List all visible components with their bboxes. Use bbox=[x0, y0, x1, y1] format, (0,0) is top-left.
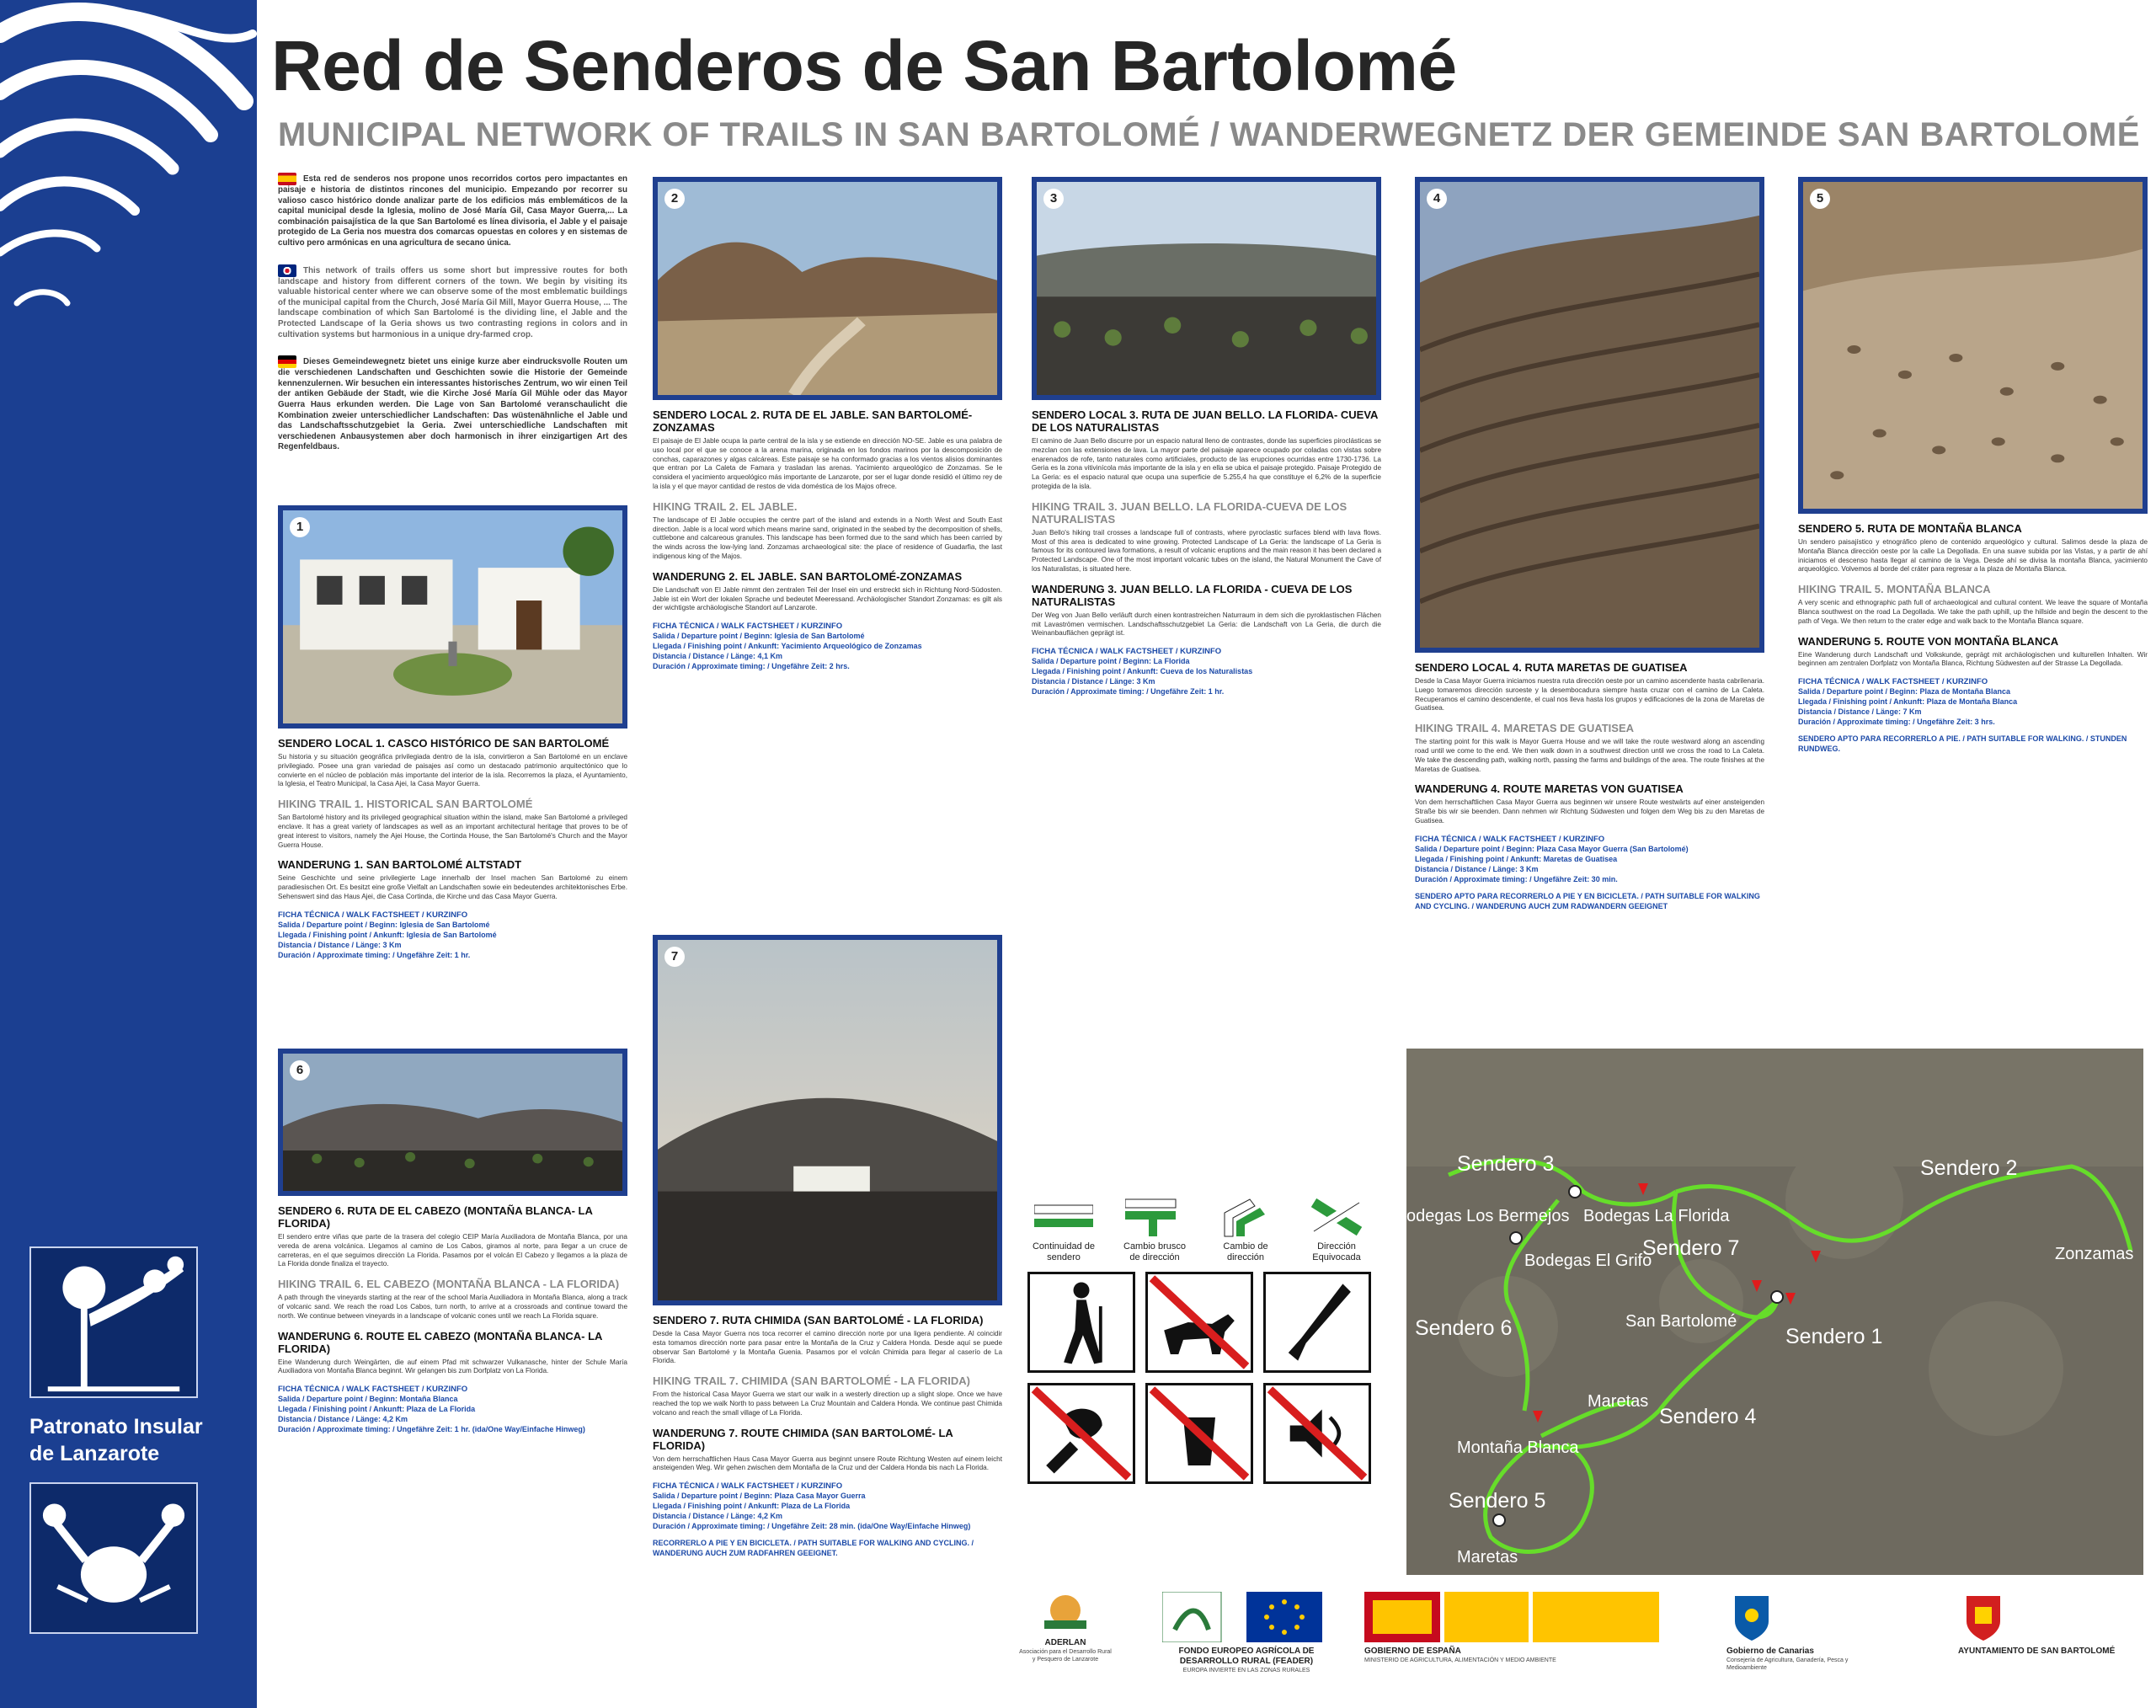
hiker-icon bbox=[1027, 1272, 1135, 1373]
route-4-title-es: SENDERO LOCAL 4. RUTA MARETAS DE GUATISEA bbox=[1415, 661, 1688, 674]
route-7-block: 7 SENDERO 7. RUTA CHIMIDA (SAN BARTOLOMÉ - LA FLORIDA) Desde la Casa Mayor Guerra nos toca recorrer el camino dirección norte por una ligera pendiente. Al coincidir esta tomamos dirección norte para pasar entre la Montaña de la Cruz y Caldera Honda. Desde aquí se puede observar San Bartolomé y la Montaña Guenia. Pasamos por el volcán Chimida para llegar al caserío de La Florida. HIKING TRAIL 7. CHIMIDA (SAN BARTOLOMÉ - LA FLORIDA) From the historical Casa Mayor Guerra we start our walk in a westerly direction up a slight slope. Once we have reached the top we walk North to pass between La Cruz Mountain and Caldera Honda. We continue past Chimida volcano and reach the small village of La Florida. WANDERUNG 7. ROUTE CHIMIDA (SAN BARTOLOMÉ- LA FLORIDA) Von dem herrschaftlichen Haus Casa Mayor Guerra aus beginnt unsere Route Richtung Westen auf einem leicht ansteigenden Weg. Wir gehen zwischen dem Montaña de la Cruz und der Caldera Honda bis nach La Florida. FICHA TÉCNICA / WALK FACTSHEET / KURZINFO Salida / Departure point / Beginn: Plaza Casa Mayor Guerra Llegada / Finishing point / Ankunft: Plaza de La Florida Distancia / Distance / Länge: 4,2 Km Duración / Approximate timing: / Ungefähre Zeit: 28 min. (ida/One Way/Einfache Hinweg) RECORRERLO A PIE Y EN BICICLETA. / PATH SUITABLE FOR WALKING AND CYCLING. / WANDERUNG AUCH ZUM RADFAHREN GEEIGNET. bbox=[653, 935, 1002, 1558]
sponsor-aderlan: ADERLAN Asociación para el Desarrollo Rural y Pesquero de Lanzarote bbox=[1019, 1592, 1112, 1663]
map-label-la-florida: Bodegas La Florida bbox=[1583, 1207, 1730, 1225]
route-1-title-de: WANDERUNG 1. SAN BARTOLOMÉ ALTSTADT bbox=[278, 858, 522, 872]
continuity-sign-icon bbox=[1034, 1200, 1093, 1234]
feader-eu-logo-icon bbox=[1162, 1592, 1331, 1642]
sponsor-gobierno-espana: GOBIERNO DE ESPAÑA MINISTERIO DE AGRICULTURA, ALIMENTACIÓN Y MEDIO AMBIENTE bbox=[1364, 1592, 1659, 1664]
route-4-image bbox=[1420, 182, 1759, 648]
route-2-photo: 2 bbox=[653, 177, 1002, 400]
map-label-sendero-7: Sendero 7 bbox=[1642, 1236, 1740, 1260]
route-4-photo: 4 bbox=[1415, 177, 1764, 653]
route-7-title-de: WANDERUNG 7. ROUTE CHIMIDA (SAN BARTOLOMÉ- LA FLORIDA) bbox=[653, 1426, 953, 1452]
route-4-title-de: WANDERUNG 4. ROUTE MARETAS VON GUATISEA bbox=[1415, 782, 1684, 796]
map-label-maretas-2: Maretas bbox=[1457, 1548, 1518, 1567]
route-4-note: SENDERO APTO PARA RECORRERLO A PIE Y EN BICICLETA. / PATH SUITABLE FOR WALKING AND CYCLING. / WANDERUNG AUCH ZUM RADWANDERN GEEIGNET bbox=[1415, 891, 1760, 910]
organization-name: Patronato Insular de Lanzarote bbox=[29, 1415, 203, 1465]
route-1-photo: 1 bbox=[278, 505, 627, 729]
uk-flag-icon bbox=[278, 264, 296, 277]
map-label-sendero-2: Sendero 2 bbox=[1920, 1156, 2018, 1180]
route-7-title-es: SENDERO 7. RUTA CHIMIDA (SAN BARTOLOMÉ - LA FLORIDA) bbox=[653, 1314, 984, 1326]
tree-emblem-icon bbox=[29, 1246, 198, 1398]
prohibition-signs bbox=[1027, 1272, 1373, 1484]
sponsor-gobierno-canarias: Gobierno de Canarias Consejería de Agricultura, Ganadería, Pesca y Medioambiente bbox=[1726, 1592, 1878, 1672]
trail-signage-legend bbox=[1027, 1196, 1373, 1484]
route-3-title-de: WANDERUNG 3. JUAN BELLO. LA FLORIDA - CUEVA DE LOS NATURALISTAS bbox=[1032, 582, 1353, 608]
map-label-el-grifo: Bodegas El Grifo bbox=[1524, 1252, 1652, 1270]
route-1-title-es: SENDERO LOCAL 1. CASCO HISTÓRICO DE SAN BARTOLOMÉ bbox=[278, 737, 610, 750]
spain-government-logo-icon bbox=[1364, 1592, 1659, 1642]
sharp-turn-sign-icon bbox=[1125, 1196, 1184, 1238]
germany-flag-icon bbox=[278, 355, 296, 368]
map-label-sendero-6: Sendero 6 bbox=[1415, 1316, 1513, 1340]
intro-spanish: Esta red de senderos nos propone unos recorridos cortos pero impactantes en paisaje e historia de distintos rincones del municipio. Empezando por recorrer su valioso casco histórico donde analizar parte de los edificios más emblemáticos de la capital municipal desde la Iglesia, molino de José María Gil, Casa Mayor Guerra,... La combinación paisajística de la que San Bartolomé es línea divisoria, el Jable y el paisaje protegido de La Geria nos muestra dos comarcas opuestas en colores y en sistemas de cultivo pero armónicas en una agricultura de secano única. bbox=[278, 173, 627, 249]
route-1-title-en: HIKING TRAIL 1. HISTORICAL SAN BARTOLOMÉ bbox=[278, 798, 533, 811]
route-2-factsheet-title: FICHA TÉCNICA / WALK FACTSHEET / KURZINFO bbox=[653, 622, 843, 632]
route-2-title-de: WANDERUNG 2. EL JABLE. SAN BARTOLOMÉ-ZONZAMAS bbox=[653, 569, 963, 583]
sign-sharp-turn: Cambio brusco de dirección bbox=[1118, 1196, 1191, 1263]
route-5-photo: 5 bbox=[1798, 177, 2148, 514]
sign-wrong-direction: Dirección Equivocada bbox=[1300, 1196, 1373, 1263]
route-7-image bbox=[658, 940, 997, 1300]
route-7-note: RECORRERLO A PIE Y EN BICICLETA. / PATH SUITABLE FOR WALKING AND CYCLING. / WANDERUNG AUCH ZUM RADFAHREN GEEIGNET. bbox=[653, 1539, 974, 1558]
route-1-factsheet-title: FICHA TÉCNICA / WALK FACTSHEET / KURZINFO bbox=[278, 910, 468, 920]
no-birds-icon bbox=[1027, 1383, 1135, 1484]
sign-direction-change: Cambio de dirección bbox=[1209, 1196, 1282, 1263]
route-5-title-de: WANDERUNG 5. ROUTE VON MONTAÑA BLANCA bbox=[1798, 634, 2059, 648]
sponsor-logos bbox=[1019, 1592, 2148, 1693]
map-label-sendero-3: Sendero 3 bbox=[1457, 1152, 1555, 1176]
column-intro bbox=[278, 173, 627, 468]
map-label-montana-blanca: Montaña Blanca bbox=[1457, 1438, 1579, 1457]
route-3-title-es: SENDERO LOCAL 3. RUTA DE JUAN BELLO. LA FLORIDA- CUEVA DE LOS NATURALISTAS bbox=[1032, 408, 1378, 434]
route-3-image bbox=[1037, 182, 1376, 395]
crab-emblem-icon bbox=[29, 1482, 198, 1634]
map-label-san-bartolome: San Bartolomé bbox=[1625, 1312, 1737, 1331]
page-subtitle: MUNICIPAL NETWORK OF TRAILS IN SAN BARTOLOMÉ / WANDERWEGNETZ DER GEMEINDE SAN BARTOLOMÉ bbox=[278, 116, 2140, 153]
map-label-sendero-1: Sendero 1 bbox=[1785, 1325, 1883, 1348]
sidebar bbox=[0, 0, 257, 1708]
spain-flag-icon bbox=[278, 173, 296, 185]
route-5-note: SENDERO APTO PARA RECORRERLO A PIE. / PATH SUITABLE FOR WALKING. / STUNDEN RUNDWEG. bbox=[1798, 734, 2127, 754]
sponsor-feader: FONDO EUROPEO AGRÍCOLA DE DESARROLLO RURAL (FEADER) EUROPA INVIERTE EN LAS ZONAS RURALES bbox=[1162, 1592, 1331, 1674]
route-1-block: 1 SENDERO LOCAL 1. CASCO HISTÓRICO DE SAN BARTOLOMÉ Su historia y su situación geográfica privilegiada dentro de la isla, convirtieron a San Bartolomé en un enclave privilegiado. Posee una gran variedad de paisajes así como un destacado patrimonio arquitectónico que lo convierte en el núcleo de población más importante del interior de la isla. Recorremos la plaza, el Ayuntamiento, la Iglesia, el Teatro Municipal, la Casa Ajei, la Casa Mayor Guerra. HIKING TRAIL 1. HISTORICAL SAN BARTOLOMÉ San Bartolomé history and its privileged geographical situation within the island, make San Bartolomé a privileged enclave. It has a great variety of landscapes as well as an important architectural heritage that proves to be of great interest to visitors, namely the Ajei House, the Cortinda House, the San Bartolomé's Church and the Mayor Guerra House. WANDERUNG 1. SAN BARTOLOMÉ ALTSTADT Seine Geschichte und seine privilegierte Lage innerhalb der Insel machen San Bartolomé zu einem paradiesischen Ort. Es besitzt eine große Vielfalt an Landschaften sowie ein bedeutendes architektonisches Erbe. Sehenswert sind das Haus Ajei, die Casa Cortinda, die Kirche und das Casa Mayor Guerra. FICHA TÉCNICA / WALK FACTSHEET / KURZINFO Salida / Departure point / Beginn: Iglesia de San Bartolomé Llegada / Finishing point / Ankunft: Iglesia de San Bartolomé Distancia / Distance / Länge: 3 Km Duración / Approximate timing: / Ungefähre Zeit: 1 hr. bbox=[278, 505, 627, 960]
map-label-sendero-5: Sendero 5 bbox=[1449, 1489, 1546, 1513]
route-4-block: 4 SENDERO LOCAL 4. RUTA MARETAS DE GUATISEA Desde la Casa Mayor Guerra iniciamos nuestra ruta dirección oeste por un camino ascendente hasta cabrilenaria. Luego tomaremos dirección suroeste y la desembocadura siempre hasta cruzar con el camino de La Caleta. Recuperamos el camino descendente, el cual nos lleva hasta los grupos y edificaciones de la zona de Maretas de Guatisea. HIKING TRAIL 4. MARETAS DE GUATISEA The starting point for this walk is Mayor Guerra House and we will take the route westward along an ascending road until we come to the end. We then walk down in a southwest direction until we cross the road to La Caleta. We take the descending path, walking north, passing the farms and buildings of the area. The route finishes at the Maretas de Guatisea. WANDERUNG 4. ROUTE MARETAS VON GUATISEA Von dem herrschaftlichen Casa Mayor Guerra aus beginnen wir unsere Route westwärts auf einer ansteigenden Straße bis wir sie beenden. Dann nehmen wir Richtung Südwesten und folgen dem Weg bis zu den Maretas de Guatisea. FICHA TÉCNICA / WALK FACTSHEET / KURZINFO Salida / Departure point / Beginn: Plaza Casa Mayor Guerra (San Bartolomé) Llegada / Finishing point / Ankunft: Maretas de Guatisea Distancia / Distance / Länge: 3 Km Duración / Approximate timing: / Ungefähre Zeit: 30 min. SENDERO APTO PARA RECORRERLO A PIE Y EN BICICLETA. / PATH SUITABLE FOR WALKING AND CYCLING. / WANDERUNG AUCH ZUM RADWANDERN GEEIGNET bbox=[1415, 177, 1764, 911]
route-5-block: 5 SENDERO 5. RUTA DE MONTAÑA BLANCA Un sendero paisajístico y etnográfico pleno de contenido arqueológico y cultural. Salimos desde la plaza de Montaña Blanca dirección oeste por la calle La Degollada. En una suave subida por las Vistas, y a partir de ahí iniciamos el descenso hasta llegar al camino de la Vega. Desde ahí se divisa la montaña Blanca, yacimiento arqueológico. Volvemos al borde del cráter para regresar a la plaza de Montaña Blanca. HIKING TRAIL 5. MONTAÑA BLANCA A very scenic and ethnographic path full of archaeological and cultural content. We leave the square of Montaña Blanca southwest on the road La Degollada. We take the path uphill, up the hillside and begin the descent to the path of Vega. We then return to the crater edge and walk back to the Montaña Blanca square. WANDERUNG 5. ROUTE VON MONTAÑA BLANCA Eine Wanderung durch Landschaft und Volkskunde, geprägt mit archäologischen und kulturellen Inhalten. Wir beginnen am zentralen Dorfplatz von Montaña Blanca, Richtung Südwesten auf der Strasse La Degollada. FICHA TÉCNICA / WALK FACTSHEET / KURZINFO Salida / Departure point / Beginn: Plaza de Montaña Blanca Llegada / Finishing point / Ankunft: Plaza de Montaña Blanca Distancia / Distance / Länge: 7 Km Duración / Approximate timing: / Ungefähre Zeit: 3 hrs. SENDERO APTO PARA RECORRERLO A PIE. / PATH SUITABLE FOR WALKING. / STUNDEN RUNDWEG. bbox=[1798, 177, 2148, 754]
sponsor-ayuntamiento: AYUNTAMIENTO DE SAN BARTOLOMÉ bbox=[1958, 1592, 2127, 1657]
no-noise-icon bbox=[1263, 1383, 1371, 1484]
route-5-title-es: SENDERO 5. RUTA DE MONTAÑA BLANCA bbox=[1798, 522, 2022, 535]
route-2-image bbox=[658, 182, 997, 395]
route-6-title-en: HIKING TRAIL 6. EL CABEZO (MONTAÑA BLANCA - LA FLORIDA) bbox=[278, 1278, 620, 1291]
patronato-block bbox=[29, 1246, 232, 1634]
route-2-title-en: HIKING TRAIL 2. EL JABLE. bbox=[653, 499, 798, 513]
map-label-bermejos: odegas Los Bermejos bbox=[1406, 1207, 1570, 1225]
route-1-image bbox=[283, 510, 622, 723]
swirl-logo-graphic bbox=[0, 0, 257, 354]
route-2-title-es: SENDERO LOCAL 2. RUTA DE EL JABLE. SAN BARTOLOMÉ- ZONZAMAS bbox=[653, 408, 973, 434]
route-5-title-en: HIKING TRAIL 5. MONTAÑA BLANCA bbox=[1798, 583, 1991, 596]
route-5-factsheet-title: FICHA TÉCNICA / WALK FACTSHEET / KURZINFO bbox=[1798, 677, 1988, 687]
route-3-block: 3 SENDERO LOCAL 3. RUTA DE JUAN BELLO. LA FLORIDA- CUEVA DE LOS NATURALISTAS El camino de Juan Bello discurre por un espacio natural lleno de contrastes, donde las superficies piroclásticas se mezclan con las extensiones de lava. La mayor parte del paisaje aparece ocupado por coladas con vistas sobre enarenados de rofe, tanto naturales como artificiales, producto de las erupciones ocurridas entre 1730-1736. La Geria es la zona vitivinícola más importante de la isla y en ella se ubica el paisaje protegido. Paisaje Protegido de La Geria: es el espacio natural que ocupa una superficie de 5.255,4 ha que constituye el 6,2% de la superficie protegida de la isla. HIKING TRAIL 3. JUAN BELLO. LA FLORIDA-CUEVA DE LOS NATURALISTAS Juan Bello's hiking trail crosses a landscape full of contrasts, where pyroclastic surfaces blend with lava flows. Most of this area is dedicated to wine growing. Protected Landscape of La Geria: the landscape of La Geria is famous for its contoured lava formations, a result of volcanic eruptions and the main reason it has been declared a Protected Landscape. One of the most important volcanic tubes on the island, the Natural Monument the Cave of los Naturalistas, is situated here. WANDERUNG 3. JUAN BELLO. LA FLORIDA - CUEVA DE LOS NATURALISTAS Der Weg von Juan Bello verläuft durch einen kontrastreichen Naturraum in dem sich die pyroklastischen Flächen mit Lavaströmen vermischen. Landschaftsschutzgebiet La Geria: die Landschaft von La Geria, die durch die Weinanbauflächen geprägt ist. FICHA TÉCNICA / WALK FACTSHEET / KURZINFO Salida / Departure point / Beginn: La Florida Llegada / Finishing point / Ankunft: Cueva de los Naturalistas Distancia / Distance / Länge: 3 Km Duración / Approximate timing: / Ungefähre Zeit: 1 hr. bbox=[1032, 177, 1381, 697]
route-7-title-en: HIKING TRAIL 7. CHIMIDA (SAN BARTOLOMÉ - LA FLORIDA) bbox=[653, 1374, 970, 1388]
route-3-title-en: HIKING TRAIL 3. JUAN BELLO. LA FLORIDA-CUEVA DE LOS NATURALISTAS bbox=[1032, 499, 1348, 526]
wrong-direction-sign-icon bbox=[1307, 1196, 1366, 1238]
intro-german: Dieses Gemeindewegnetz bietet uns einige kurze aber eindrucksvolle Routen um die verschiedenen Landschaften und Geschichten sowie die Historie der Gemeinde kennenzulernen. Wir besuchen ein interessantes historisches Zentrum, wo wir einen Teil der antiken Gebäude der Stadt, wie die Kirche José María Gil Mühle oder das Mayor Guerra Haus erkunden werden. Die Lage von San Bartolomé veranschaulicht die Kombination zweier unterschiedlicher Landschaften: Das wüstenähnliche el Jable und das Landschaftsschutzgebiet la Geria. Zwei unterschiedliche Landschaften mit verschiedenen Anbausystemen aber doch harmonisch in ihrer einzigartigen Art des Regenfeldbaus. bbox=[278, 355, 627, 453]
route-2-block: 2 SENDERO LOCAL 2. RUTA DE EL JABLE. SAN BARTOLOMÉ- ZONZAMAS El paisaje de El Jable ocupa la parte central de la isla y se extiende en dirección NO-SE. Jable es una palabra de uso local por el que se conoce a la arena marina, originada en los fondos marinos por la descomposición de conchas, caparazones y algas calcáreas. Este paisaje se ha conformado gracias a los vientos alisios dominantes que entran por La Caleta de Famara y trasladan las arenas. Yacimiento arqueológico de Zonzamas. Se le considera el yacimiento arqueológico más importante de Lanzarote, por ser el lugar donde residió el último rey de la isla y el que mayor cantidad de restos de vida doméstica de los Majos ofrece. HIKING TRAIL 2. EL JABLE. The landscape of El Jable occupies the centre part of the island and extends in a North West and South East direction. Jable is a local word which means marine sand, originated in the seabed by the decomposition of shells, cuttlebone and calcareous granules. This landscape has been formed due to the sand which has been carried by the winds across the low-lying land. Zonzamas archaeological site: the place of residence of Guadarfia, the last indigenous king of the Majos. WANDERUNG 2. EL JABLE. SAN BARTOLOMÉ-ZONZAMAS Die Landschaft von El Jable nimmt den zentralen Teil der Insel ein und erstreckt sich in Richtung Nord-Südosten. Jable ist ein Wort der lokalen Sprache und bedeutet Meeressand. Archäologischer Standort Zonzamas: es gilt als der wichtigste archäologische Standort auf Lanzarote. FICHA TÉCNICA / WALK FACTSHEET / KURZINFO Salida / Departure point / Beginn: Iglesia de San Bartolomé Llegada / Finishing point / Ankunft: Yacimiento Arqueológico de Zonzamas Distancia / Distance / Länge: 4,1 Km Duración / Approximate timing: / Ungefähre Zeit: 2 hrs. bbox=[653, 177, 1002, 671]
route-7-factsheet-title: FICHA TÉCNICA / WALK FACTSHEET / KURZINFO bbox=[653, 1481, 843, 1492]
route-4-title-en: HIKING TRAIL 4. MARETAS DE GUATISEA bbox=[1415, 722, 1635, 735]
no-dogs-icon bbox=[1145, 1272, 1253, 1373]
trail-map-image bbox=[1406, 1049, 2143, 1575]
route-6-photo: 6 bbox=[278, 1049, 627, 1196]
canarias-shield-icon bbox=[1726, 1592, 1777, 1642]
page-title: Red de Senderos de San Bartolomé bbox=[271, 26, 1457, 105]
aderlan-logo-icon bbox=[1036, 1592, 1095, 1634]
route-3-photo: 3 bbox=[1032, 177, 1381, 400]
route-7-photo: 7 bbox=[653, 935, 1002, 1305]
san-bartolome-shield-icon bbox=[1958, 1592, 2009, 1642]
direction-change-sign-icon bbox=[1216, 1196, 1275, 1238]
sign-row bbox=[1027, 1196, 1373, 1263]
route-6-title-es: SENDERO 6. RUTA DE EL CABEZO (MONTAÑA BLANCA- LA FLORIDA) bbox=[278, 1204, 593, 1230]
map-label-maretas-1: Maretas bbox=[1588, 1392, 1649, 1411]
trail-map bbox=[1406, 1049, 2143, 1575]
route-3-factsheet-title: FICHA TÉCNICA / WALK FACTSHEET / KURZINFO bbox=[1032, 647, 1222, 657]
map-label-zonzamas: Zonzamas bbox=[2055, 1245, 2134, 1263]
route-6-title-de: WANDERUNG 6. ROUTE EL CABEZO (MONTAÑA BLANCA- LA FLORIDA) bbox=[278, 1329, 602, 1355]
no-litter-icon bbox=[1145, 1383, 1253, 1484]
map-label-sendero-4: Sendero 4 bbox=[1659, 1405, 1757, 1428]
route-6-image bbox=[283, 1054, 622, 1191]
route-4-factsheet-title: FICHA TÉCNICA / WALK FACTSHEET / KURZINFO bbox=[1415, 834, 1605, 844]
no-hunting-icon bbox=[1263, 1272, 1371, 1373]
route-6-factsheet-title: FICHA TÉCNICA / WALK FACTSHEET / KURZINFO bbox=[278, 1385, 468, 1395]
route-5-image bbox=[1803, 182, 2143, 509]
sign-continuity: Continuidad de sendero bbox=[1027, 1196, 1100, 1263]
route-6-block: 6 SENDERO 6. RUTA DE EL CABEZO (MONTAÑA BLANCA- LA FLORIDA) El sendero entre viñas que parte de la trasera del colegio CEIP María Auxiliadora de Montaña Blanca, por una vereda de arena volcánica. Llegamos al camino de Los Cabos, giramos al norte, para llegar a un cruce de carreteras, en el que seguimos dirección La Florida. Pasamos por el volcán El Cabezo y llegamos a la plaza de La Florida donde finaliza el trayecto. HIKING TRAIL 6. EL CABEZO (MONTAÑA BLANCA - LA FLORIDA) A path through the vineyards starting at the rear of the school María Auxiliadora in Montaña Blanca, along a track of volcanic sand. We reach the road Los Cabos, turn north, to arrive at a crossroads and continue toward the north. We continue between vineyards in a landscape of volcanic cones until we reach La Florida square. WANDERUNG 6. ROUTE EL CABEZO (MONTAÑA BLANCA- LA FLORIDA) Eine Wanderung durch Weingärten, die auf einem Pfad mit schwarzer Vulkanasche, hinter der Schule María Auxiliadora von Montaña Blanca beginnt. Wir gelangen bis zum Dorfplatz von La Florida. FICHA TÉCNICA / WALK FACTSHEET / KURZINFO Salida / Departure point / Beginn: Montaña Blanca Llegada / Finishing point / Ankunft: Plaza de La Florida Distancia / Distance / Länge: 4,2 Km Duración / Approximate timing: / Ungefähre Zeit: 1 hr. (ida/One Way/Einfache Hinweg) bbox=[278, 1049, 627, 1434]
intro-english: This network of trails offers us some short but impressive routes for both landscape and history from different corners of the town. We begin by visiting its valuable historical center where we can observe some of the most emblematic buildings of the municipal capital from the Church, José María Gil Mill, Mayor Guerra House, ... The landscape combination of which San Bartolomé is the dividing line, el Jable and the Protected Landscape of la Geria shows us two contrasting regions in colors and in cultivation systems but harmonious in a unique dry-farmed crop. bbox=[278, 264, 627, 341]
